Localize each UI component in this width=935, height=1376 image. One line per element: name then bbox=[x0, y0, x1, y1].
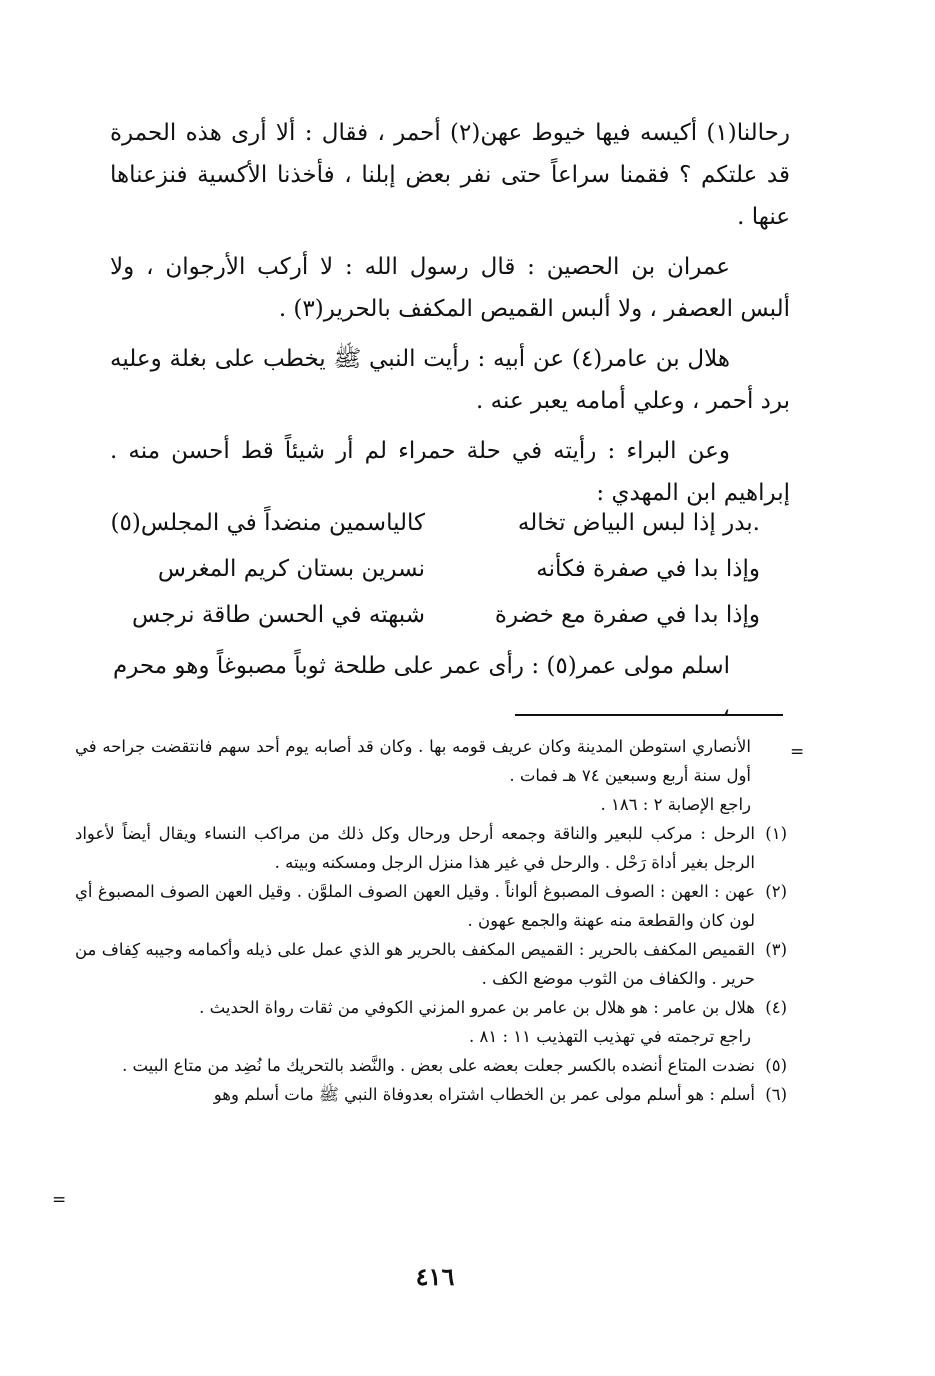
verse-3 bbox=[130, 592, 760, 638]
footnote-number: (٥) bbox=[765, 1056, 787, 1075]
footnote-6 bbox=[75, 1080, 787, 1109]
footnote-separator bbox=[515, 714, 783, 716]
hemistich-left: شبهته في الحسن طاقة نرجس bbox=[131, 602, 425, 628]
paragraph-1: رحالنا(١) أكيسه فيها خيوط عهن(٢) أحمر ، فقال : ألا أرى هذه الحمرة قد علتكم ؟ فقمنا سراعاً حتى نفر بعض إبلنا ، فأخذنا الأكسية فنزعناها عنها . bbox=[110, 120, 790, 230]
footnote-text: أسلم : هو أسلم مولى عمر بن الخطاب اشتراه بعدوفاة النبي ﷺ مات أسلم وهو bbox=[213, 1085, 755, 1104]
footnote-number: (١) bbox=[765, 824, 787, 843]
verse-2 bbox=[130, 546, 760, 592]
hemistich-right: وإذا بدا في صفرة فكأنه bbox=[536, 556, 760, 582]
continued-mark: = bbox=[52, 1190, 67, 1210]
footnote-2 bbox=[75, 877, 787, 935]
page-number: ٤١٦ bbox=[415, 1262, 455, 1291]
footnote-text: القميص المكفف بالحرير : القميص المكفف بالحرير هو الذي عمل على ذيله وأكمامه وجيبه كِفاف من حرير . والكفاف من الثوب موضع الكف . bbox=[75, 940, 755, 988]
main-text bbox=[110, 112, 790, 522]
footnote-continuation-ref: راجع الإصابة ٢ : ١٨٦ . bbox=[600, 795, 751, 814]
footnote-continuation: الأنصاري استوطن المدينة وكان عريف قومه بها . وكان قد أصابه يوم أحد سهم فانتقضت جراحه في أول سنة أربع وسبعين ٧٤ هـ فمات . bbox=[75, 737, 751, 785]
hemistich-right: وإذا بدا في صفرة مع خضرة bbox=[494, 602, 760, 628]
paragraph-4: وعن البراء : رأيته في حلة حمراء لم أر شيئاً قط أحسن منه . إبراهيم ابن المهدي : bbox=[110, 438, 790, 506]
poem bbox=[110, 500, 760, 638]
footnote-text: الرحل : مركب للبعير والناقة وجمعه أرحل ورحال وكل ذلك من مراكب النساء ويقال أيضاً لأعواد الرجل بغير أداة رَحْل . والرحل في غير هذا منزل الرجل ومسكنه وبيته . bbox=[75, 824, 755, 872]
footnote-5 bbox=[75, 1051, 787, 1080]
hemistich-right: .بدر إذا لبس البياض تخاله bbox=[517, 510, 760, 536]
paragraph-3: هلال بن عامر(٤) عن أبيه : رأيت النبي ﷺ يخطب على بغلة وعليه برد أحمر ، وعلي أمامه يعبر عنه . bbox=[110, 346, 790, 414]
paragraph-5: اسلم مولى عمر(٥) : رأى عمر على طلحة ثوباً مصبوغاً وهو محرم ، bbox=[112, 653, 730, 721]
hemistich-left: كالياسمين منضداً في المجلس(٥) bbox=[110, 510, 425, 536]
verse-1 bbox=[110, 500, 760, 546]
footnote-text: هلال بن عامر : هو هلال بن عامر بن عمرو المزني الكوفي من ثقات رواة الحديث . bbox=[199, 998, 755, 1017]
footnote-1 bbox=[75, 819, 787, 877]
footnote-number: (٣) bbox=[765, 940, 787, 959]
continuation-mark: = bbox=[790, 742, 805, 762]
footnotes bbox=[75, 732, 787, 1109]
footnote-4 bbox=[75, 993, 787, 1022]
footnote-number: (٤) bbox=[765, 998, 787, 1017]
footnote-text: نضدت المتاع أنضده بالكسر جعلت بعضه على بعض . والنَّضد بالتحريك ما نُضِد من متاع البيت . bbox=[122, 1056, 755, 1075]
paragraph-2: عمران بن الحصين : قال رسول الله : لا أركب الأرجوان ، ولا ألبس العصفر ، ولا ألبس القميص المكفف بالحرير(٣) . bbox=[110, 254, 790, 322]
footnote-3 bbox=[75, 935, 787, 993]
footnote-text: عهن : العهن : الصوف المصبوغ ألواناً . وقيل العهن الصوف الملوَّن . وقيل العهن الصوف المصبوغ أي لون كان والقطعة منه عهنة والجمع عهون . bbox=[75, 882, 755, 930]
footnote-number: (٢) bbox=[765, 882, 787, 901]
footnote-4-ref: راجع ترجمته في تهذيب التهذيب ١١ : ٨١ . bbox=[469, 1027, 751, 1046]
hemistich-left: نسرين بستان كريم المغرس bbox=[157, 556, 425, 582]
footnote-number: (٦) bbox=[765, 1085, 787, 1104]
